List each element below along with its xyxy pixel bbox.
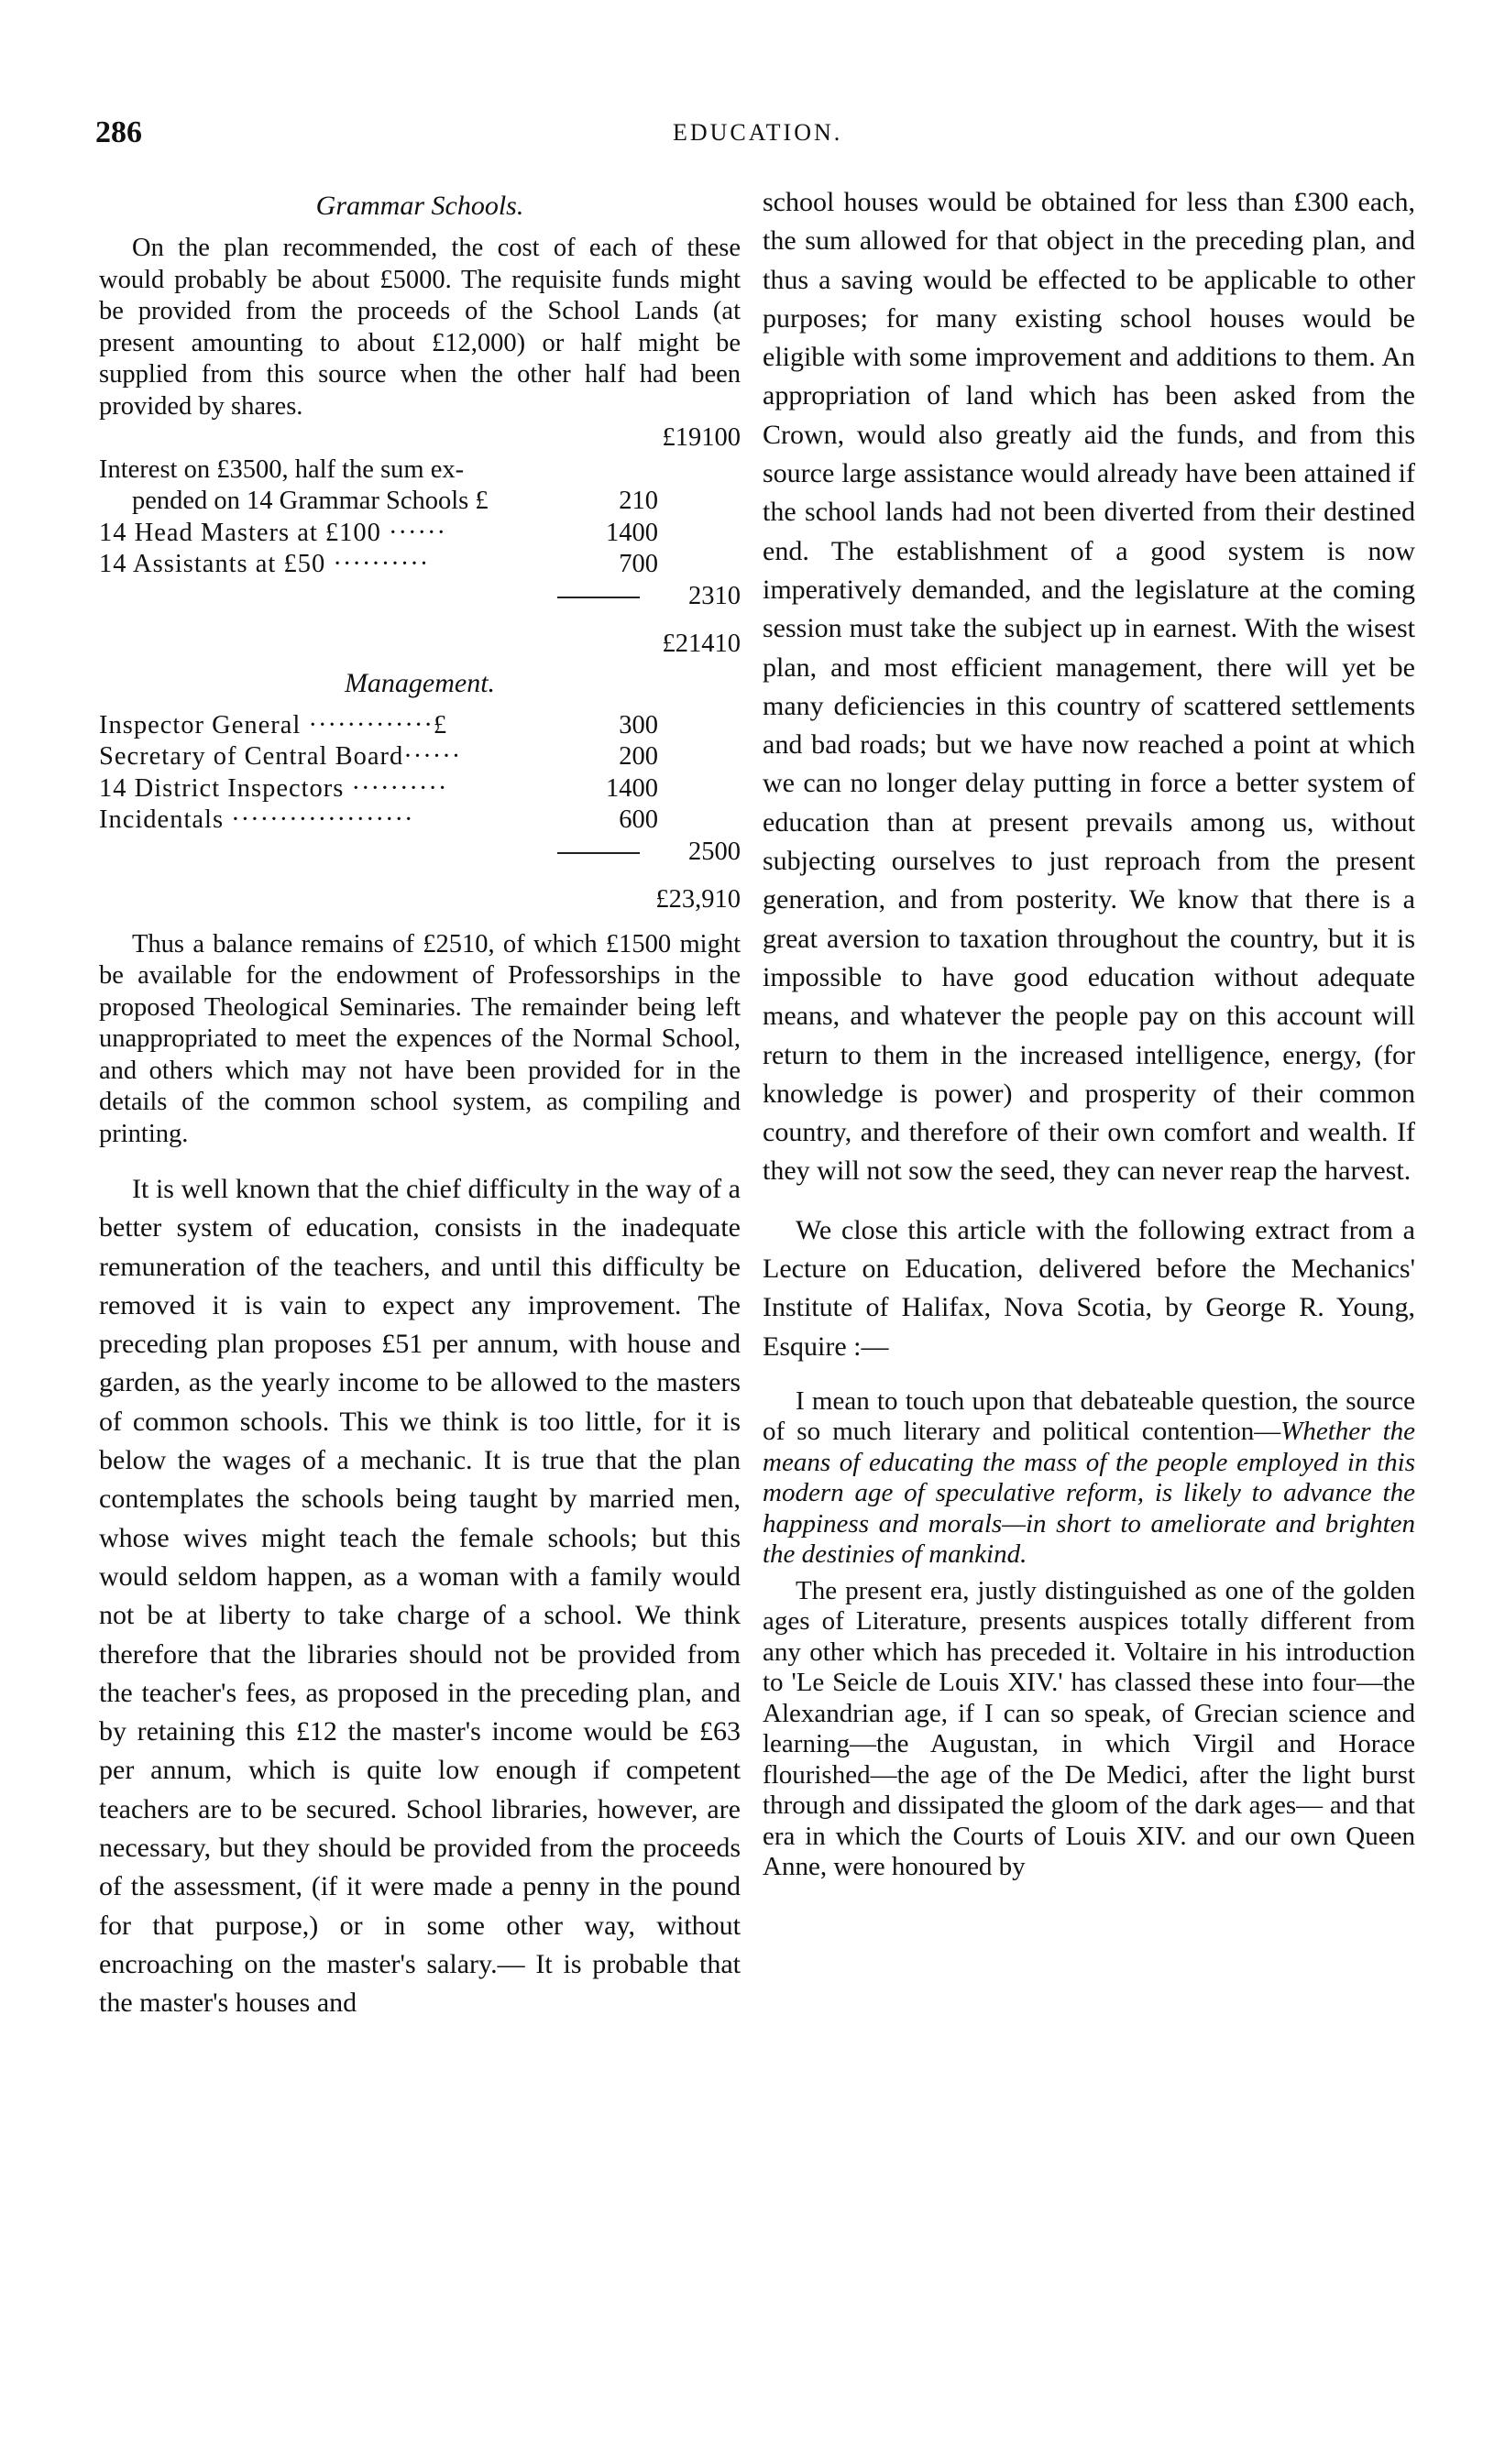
ledger-assistants-label: 14 Assistants at £50 ·········· — [99, 550, 430, 578]
balance-paragraph: Thus a balance remains of £2510, of which £1500 might be available for the endowment of Professorships in the proposed Theological Seminaries. The remainder being left unappropriated to meet the expences of the Normal School, and others which may not have been provided for in the details of the common school system, as compiling and printing. — [99, 929, 741, 1148]
ledger-inspector-amount: 300 — [619, 710, 658, 739]
ledger-subtotal: 2500 — [688, 837, 741, 866]
grammar-schools-paragraph: On the plan recommended, the cost of each of these would probably be about £5000. The requisite funds might be provided from the proceeds of the School Lands (at present amounting to about £12,000) or half might be supplied from this source when the other half had been provided by shares. — [99, 234, 741, 421]
ledger-head-masters-amount: 1400 — [606, 518, 658, 547]
ledger-carried-total: £19100 — [662, 423, 741, 452]
ledger-district-amount: 1400 — [606, 773, 658, 803]
ledger-interest-label-cont: pended on 14 Grammar Schools £ — [132, 487, 489, 515]
right-column — [763, 183, 1415, 1883]
ledger-subtotal: 2310 — [688, 581, 741, 610]
quote-plain-text: I mean to touch upon that debateable question, the source of so much literary and political contention— — [763, 1385, 1415, 1447]
ledger-inspector-label: Inspector General ·············£ — [99, 710, 448, 739]
grammar-schools-heading: Grammar Schools. — [315, 191, 524, 221]
ledger-rule — [557, 597, 640, 598]
running-title: EDUCATION. — [673, 119, 843, 146]
ledger-rule — [557, 852, 640, 854]
ledger-incidentals-label: Incidentals ··················· — [99, 805, 414, 834]
ledger-secretary-label: Secretary of Central Board······ — [99, 742, 462, 771]
grammar-schools-ledger — [99, 422, 741, 661]
quote-paragraph-2: The present era, justly distinguished as one of the golden ages of Literature, presents auspices totally different from any other which has preceded it. Voltaire in his introduction to 'Le Seicle de Louis XIV.' has classed these into four—the Alexandrian age, if I can so speak, of Grecian science and learning—the Augustan, in which Virgil and Horace flourished—the age of the De Medici, after the light burst through and dissipated the gloom of the dark ages— and that era in which the Courts of Louis XIV. and our own Queen Anne, were honoured by — [763, 1575, 1415, 1882]
page-number: 286 — [95, 115, 142, 149]
quote-italic-text: Whether the means of educating the mass of the people employed in this modern age of speculative reform, is likely to advance the happiness and morals—in short to ameliorate and brighten the destinies of mankind. — [763, 1417, 1416, 1570]
continued-paragraph: school houses would be obtained for less than £300 each, the sum allowed for that object in the preceding plan, and thus a saving would be effected to be applicable to other purposes; for many existing school houses would be eligible with some improvement and additions to them. An appropriation of land which has been asked from the Crown, would also greatly aid the funds, and from this source large assistance would already have been attained if the school lands had not been diverted from their destined end. The establishment of a good system is now imperatively demanded, and the legislature at the coming session must take the subject up in earnest. With the wisest plan, and most efficient management, there will yet be many deficiencies in this country of scattered settlements and bad roads; but we have now reached a point at which we can no longer delay putting in force a better system of education than at present prevails among us, without subjecting ourselves to just reproach from the present generation, and from posterity. We know that there is a great aversion to taxation throughout the country, but it is impossible to have good education without adequate means, and whatever the people pay on this account will return to them in the increased intelligence, energy, (for knowledge is power) and prosperity of their common country, and therefore of their own comfort and wealth. If they will not sow the seed, they can never reap the harvest. — [763, 187, 1415, 1187]
running-head — [95, 115, 1379, 152]
closing-paragraph: We close this article with the following extract from a Lecture on Education, delivered before the Mechanics' Institute of Halifax, Nova Scotia, by George R. Young, Esquire :— — [763, 1214, 1415, 1362]
ledger-running-total: £21410 — [662, 630, 741, 658]
quote-paragraph-1 — [763, 1386, 1415, 1571]
ledger-interest-amount: 210 — [619, 487, 658, 515]
ledger-interest-label: Interest on £3500, half the sum ex- — [99, 454, 465, 484]
teachers-paragraph: It is well known that the chief difficulty in the way of a better system of education, consists in the inadequate remuneration of the teachers, and until this difficulty be removed it is vain to expect any improvement. The preceding plan proposes £51 per annum, with house and garden, as the yearly income to be allowed to the masters of common schools. This we think is too little, for it is below the wages of a mechanic. It is true that the plan contemplates the schools being taught by married men, whose wives might teach the female schools; but this would seldom happen, as a woman with a family would not be at liberty to take charge of a school. We think therefore that the libraries should not be provided from the teacher's fees, as proposed in the preceding plan, and by retaining this £12 the master's income would be £63 per annum, which is quite low enough if competent teachers are to be secured. School libraries, however, are necessary, but they should be provided from the proceeds of the assessment, (if it were made a penny in the pound for that purpose,) or in some other way, without encroaching on the master's salary.— It is probable that the master's houses and — [99, 1174, 741, 2019]
ledger-incidentals-amount: 600 — [619, 805, 658, 834]
ledger-head-masters-label: 14 Head Masters at £100 ······ — [99, 518, 446, 547]
ledger-grand-total: £23,910 — [655, 885, 741, 914]
ledger-assistants-amount: 700 — [619, 550, 658, 578]
management-heading: Management. — [344, 667, 496, 698]
management-ledger — [99, 710, 741, 916]
left-column — [99, 183, 741, 2023]
ledger-secretary-amount: 200 — [619, 742, 658, 771]
ledger-district-label: 14 District Inspectors ·········· — [99, 773, 448, 803]
